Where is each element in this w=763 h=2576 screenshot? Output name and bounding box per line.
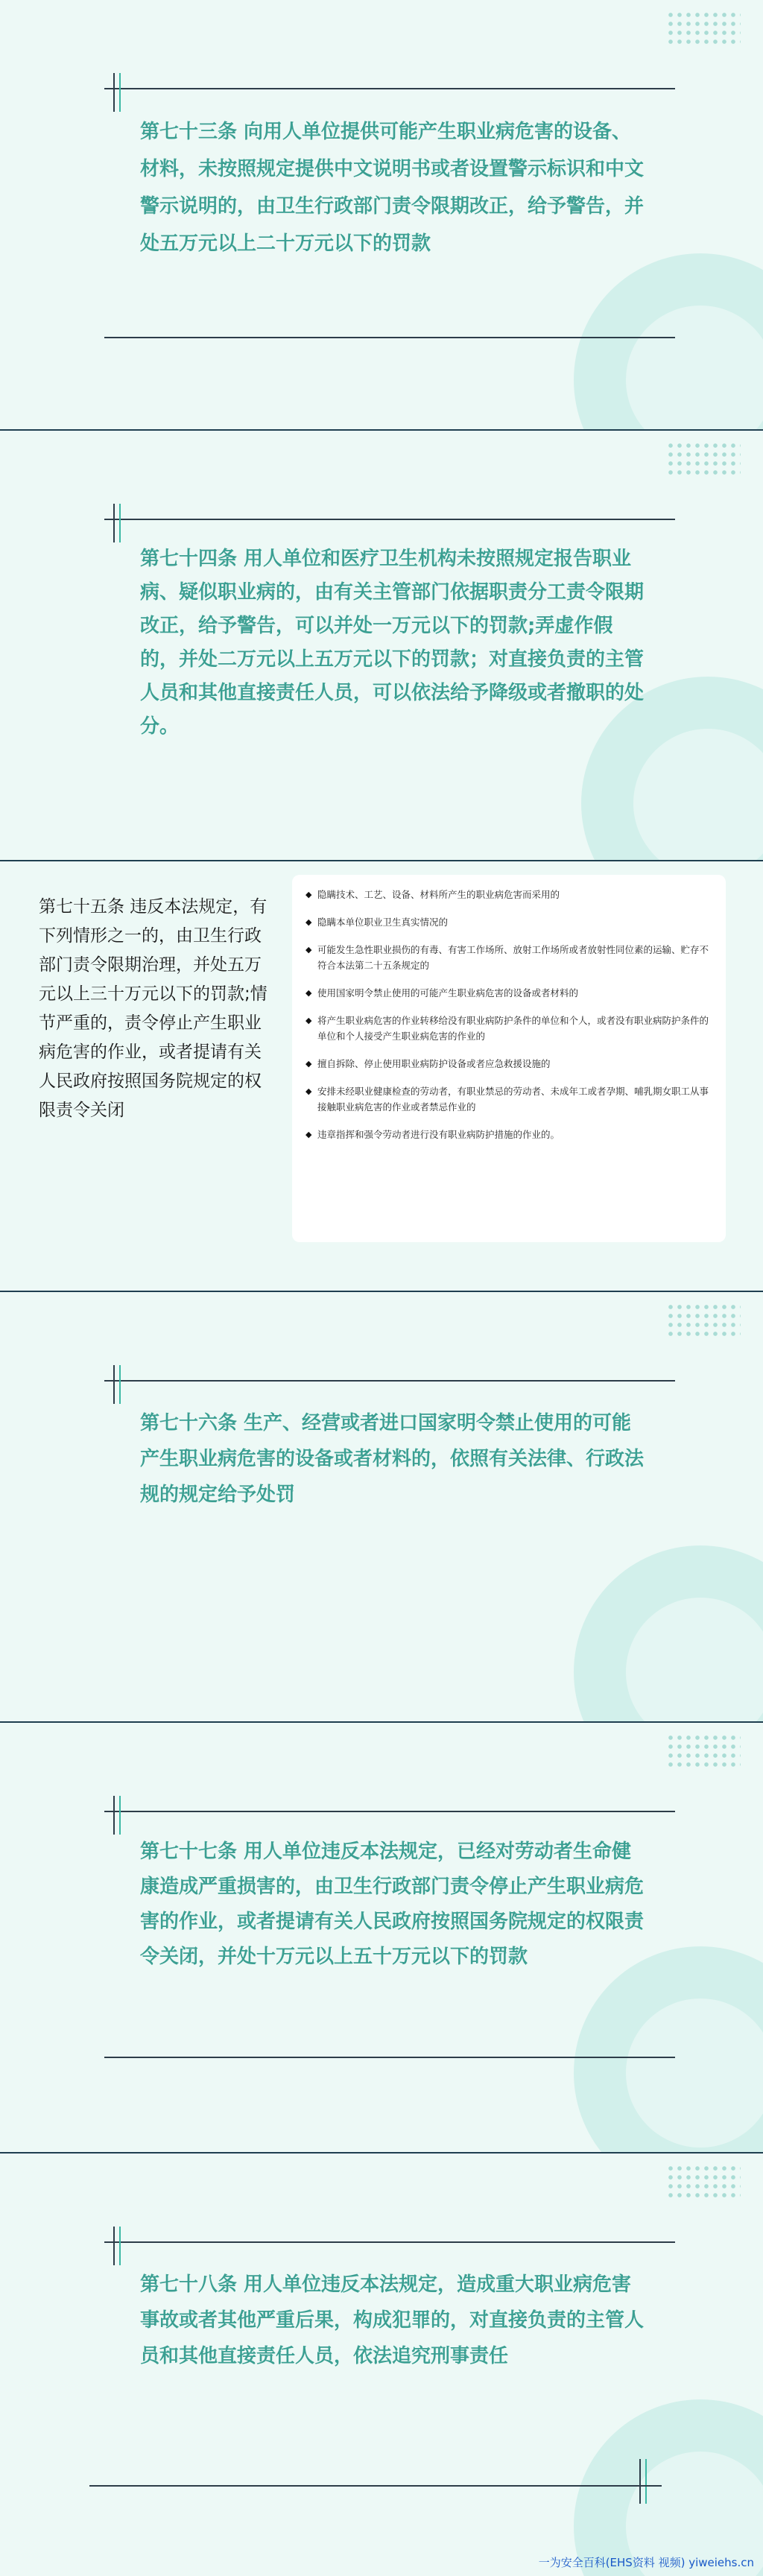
top-tick-accent (119, 504, 121, 542)
slide-article-73 (0, 0, 763, 431)
diamond-bullet-icon: ◆ (305, 890, 312, 899)
top-rule (104, 1380, 675, 1382)
diamond-bullet-icon: ◆ (305, 945, 312, 955)
top-rule (104, 519, 675, 520)
diamond-bullet-icon: ◆ (305, 1059, 312, 1069)
top-tick (113, 1365, 115, 1404)
article-text: 第七十三条 向用人单位提供可能产生职业病危害的设备、材料，未按照规定提供中文说明书或者设置警示标识和中文警示说明的，由卫生行政部门责令限期改正，给予警告，并处五万元以上二十万元以下的罚款 (140, 121, 645, 255)
article-text: 第七十四条 用人单位和医疗卫生机构未按照规定报告职业病、疑似职业病的，由有关主管部门依据职责分工责令限期改正，给予警告，可以并处一万元以下的罚款;弄虚作假的，并处二万元以上五万元以下的罚款；对直接负责的主管人员和其他直接责任人员，可以依法给予降级或者撤职的处分。 (140, 548, 645, 738)
list-item: ◆ 隐瞒技术、工艺、设备、材料所产生的职业病危害而采用的 (305, 887, 712, 902)
list-item: ◆ 隐瞒本单位职业卫生真实情况的 (305, 914, 712, 930)
list-item: ◆ 可能发生急性职业损伤的有毒、有害工作场所、放射工作场所或者放射性同位素的运输、贮存不符合本法第二十五条规定的 (305, 942, 712, 973)
top-tick (113, 73, 115, 112)
diamond-bullet-icon: ◆ (305, 1016, 312, 1025)
top-tick-accent (119, 73, 121, 112)
top-tick-accent (119, 1365, 121, 1404)
top-rule (104, 88, 675, 89)
circle-decoration (626, 1999, 763, 2148)
list-item: ◆ 将产生职业病危害的作业转移给没有职业病防护条件的单位和个人，或者没有职业病防护条件的单位和个人接受产生职业病危害的作业的 (305, 1013, 712, 1044)
top-rule (104, 2241, 675, 2243)
top-tick (113, 1796, 115, 1835)
bottom-tick (639, 2459, 641, 2504)
dot-grid-decoration (666, 1733, 741, 1769)
slide-article-77 (0, 1723, 763, 2153)
top-tick-accent (119, 1796, 121, 1835)
list-item: ◆ 擅自拆除、停止使用职业病防护设备或者应急救援设施的 (305, 1056, 712, 1072)
article-text: 第七十八条 用人单位违反本法规定，造成重大职业病危害事故或者其他严重后果，构成犯罪的，对直接负责的主管人员和其他直接责任人员，依法追究刑事责任 (140, 2273, 645, 2367)
source-watermark: 一为安全百科(EHS资料 视频) yiweiehs.cn (538, 2556, 754, 2569)
violation-list-card (292, 875, 726, 1242)
slide-article-74 (0, 431, 763, 861)
list-item: ◆ 安排未经职业健康检查的劳动者，有职业禁忌的劳动者、未成年工或者孕期、哺乳期女职工从事接触职业病危害的作业或者禁忌作业的 (305, 1083, 712, 1115)
diamond-bullet-icon: ◆ (305, 988, 312, 998)
bottom-rule (89, 2485, 662, 2487)
dot-grid-decoration (666, 441, 741, 477)
top-tick (113, 2227, 115, 2265)
diamond-bullet-icon: ◆ (305, 1086, 312, 1096)
diamond-bullet-icon: ◆ (305, 1130, 312, 1139)
article-text: 第七十六条 生产、经营或者进口国家明令禁止使用的可能产生职业病危害的设备或者材料的，依照有关法律、行政法规的规定给予处罚 (140, 1412, 645, 1506)
list-item: ◆ 违章指挥和强令劳动者进行没有职业病防护措施的作业的。 (305, 1127, 712, 1142)
top-tick-accent (119, 2227, 121, 2265)
slide-article-76 (0, 1292, 763, 1723)
dot-grid-decoration (666, 10, 741, 46)
bottom-tick-accent (645, 2459, 647, 2504)
article-text: 第七十五条 违反本法规定，有下列情形之一的，由卫生行政部门责令限期治理，并处五万元以上三十万元以下的罚款;情节严重的，责令停止产生职业病危害的作业，或者提请有关人民政府按照国务院规定的权限责令关闭 (39, 897, 267, 1120)
slide-article-78 (0, 2153, 763, 2576)
top-rule (104, 1811, 675, 1812)
article-text: 第七十七条 用人单位违反本法规定，已经对劳动者生命健康造成严重损害的，由卫生行政部门责令停止产生职业病危害的作业，或者提请有关人民政府按照国务院规定的权限责令关闭，并处十万元以上五十万元以下的罚款 (140, 1841, 645, 1968)
slide-article-75 (0, 861, 763, 1292)
bottom-rule (104, 2057, 675, 2058)
diamond-bullet-icon: ◆ (305, 917, 312, 927)
bottom-rule (104, 337, 675, 338)
top-tick (113, 504, 115, 542)
list-item: ◆ 使用国家明令禁止使用的可能产生职业病危害的设备或者材料的 (305, 985, 712, 1001)
dot-grid-decoration (666, 2164, 741, 2200)
dot-grid-decoration (666, 1303, 741, 1338)
